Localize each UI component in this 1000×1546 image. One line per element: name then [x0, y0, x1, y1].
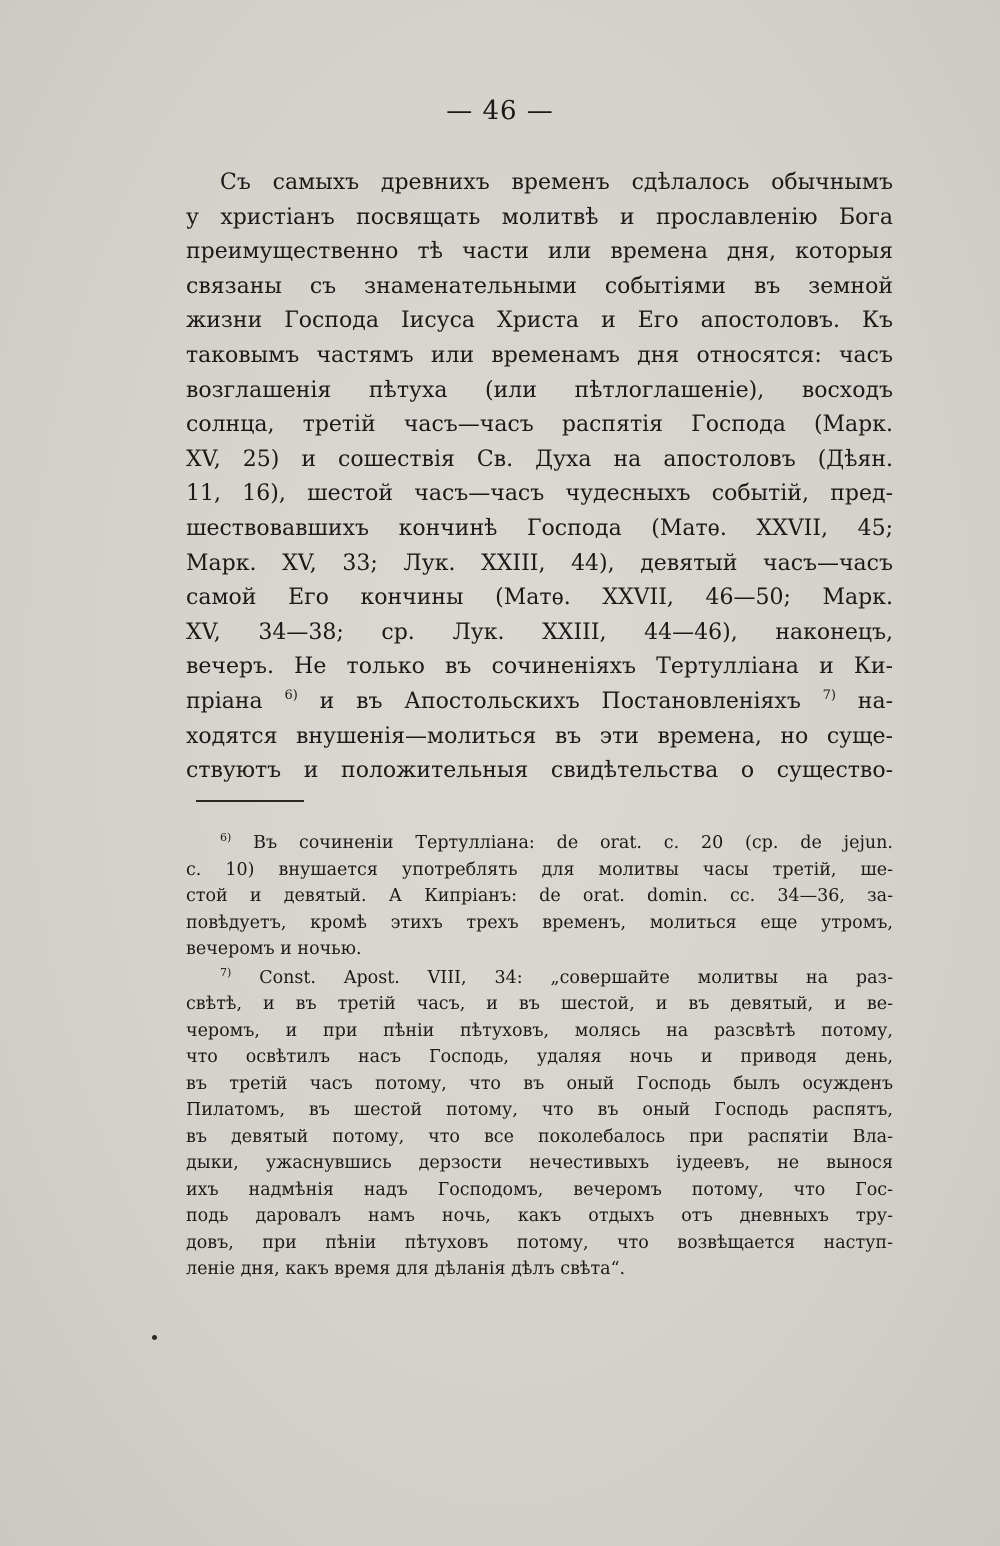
text-line: ходятся внушенiя—молиться въ эти времена, но суще- [186, 723, 893, 749]
footnote-line: въ девятый потому, что все поколебалось при распятiи Вла- [186, 1126, 893, 1147]
text-line: XV, 25) и сошествiя Св. Духа на апостоловъ (Дѣян. [186, 446, 893, 472]
footnote-line: подь даровалъ намъ ночь, какъ отдыхъ отъ дневныхъ тру- [186, 1206, 893, 1226]
footnote-marker: 6) [220, 831, 232, 844]
footnote-line: ленiе дня, какъ время для дѣланiя дѣлъ свѣта“. [186, 1259, 626, 1279]
footnote-line: повѣдуетъ, кромѣ этихъ трехъ временъ, молиться еще утромъ, [186, 912, 893, 933]
footnote-line: стой и девятый. А Кипрiанъ: de orat. domin. cc. 34—36, за- [186, 886, 893, 906]
footnote-line: ихъ надмѣнiя надъ Господомъ, вечеромъ потому, что Гос- [186, 1179, 893, 1200]
footnote-line: дыки, ужаснувшись дерзости нечестивыхъ iудеевъ, не вынося [186, 1153, 893, 1173]
text-line: шествовавшихъ кончинѣ Господа (Матѳ. XXVII, 45; [186, 515, 893, 541]
page-number: — 46 — [446, 96, 554, 126]
footnote-line: что освѣтилъ насъ Господь, удаляя ночь и приводя день, [186, 1047, 893, 1067]
footnote-line: вечеромъ и ночью. [186, 939, 362, 959]
ink-dot [152, 1335, 157, 1340]
footnote-marker: 7) [220, 965, 232, 979]
footnote-line: черомъ, и при пѣнiи пѣтуховъ, молясь на разсвѣтѣ потому, [186, 1020, 893, 1041]
footnote-line: довъ, при пѣнiи пѣтуховъ потому, что возвѣщается наступ- [186, 1232, 893, 1253]
footnote-line: c. 10) внушается употреблять для молитвы часы третiй, ше- [186, 859, 893, 880]
text-line: таковымъ частямъ или временамъ дня относятся: часъ [186, 342, 893, 368]
footnote-ref-6[interactable]: 6) [284, 687, 298, 703]
footnote-line [186, 965, 893, 992]
footnotes [186, 830, 893, 1283]
text-line: Съ самыхъ древнихъ временъ сдѣлалось обычнымъ [220, 170, 893, 195]
footnote-line: свѣтѣ, и въ третiй часъ, и въ шестой, и въ девятый, и ве- [186, 994, 893, 1014]
footnote-text: Const. Apost. VIII, 34: „совершайте молитвы на раз- [259, 967, 893, 988]
footnote-line: въ третiй часъ потому, что въ оный Господь былъ осужденъ [186, 1073, 893, 1094]
text-line: самой Его кончины (Матѳ. XXVII, 46—50; Марк. [186, 585, 893, 611]
text-line: 11, 16), шестой часъ—часъ чудесныхъ событiй, пред- [186, 481, 893, 507]
footnote-line: Пилатомъ, въ шестой потому, что въ оный Господь распятъ, [186, 1100, 893, 1120]
text-line-with-refs [186, 685, 893, 720]
text-line: XV, 34—38; ср. Лук. XXIII, 44—46), наконецъ, [186, 619, 893, 645]
footnote-7 [186, 965, 893, 1283]
text-line: связаны съ знаменательными событiями въ земной [186, 273, 893, 299]
text-line: ствуютъ и положительныя свидѣтельства о существо- [186, 758, 893, 784]
text-line: преимущественно тѣ части или времена дня, которыя [186, 239, 893, 265]
footnote-separator [196, 800, 304, 802]
text-line: солнца, третiй часъ—часъ распятiя Господа (Марк. [186, 412, 893, 438]
text-line: возглашенiя пѣтуха (или пѣтлоглашенiе), восходъ [186, 377, 893, 403]
text-fragment: прiана [186, 688, 263, 714]
text-line: вечеръ. Не только въ сочиненiяхъ Тертуллiана и Ки- [186, 654, 893, 680]
text-fragment: и въ Апостольскихъ Постановленiяхъ [319, 688, 801, 714]
footnote-line [186, 830, 893, 857]
footnote-text: Въ сочиненiи Тертуллiана: de orat. c. 20 (ср. de jejun. [253, 833, 893, 853]
text-line: у христiанъ посвящать молитвѣ и прославленiю Бога [186, 204, 893, 230]
text-line: жизни Господа Iисуса Христа и Его апостоловъ. Къ [186, 308, 893, 334]
text-line: Марк. XV, 33; Лук. XXIII, 44), девятый часъ—часъ [186, 550, 893, 576]
main-paragraph [186, 166, 893, 789]
footnote-ref-7[interactable]: 7) [822, 687, 836, 703]
text-fragment: на- [857, 688, 894, 714]
footnote-6 [186, 830, 893, 963]
